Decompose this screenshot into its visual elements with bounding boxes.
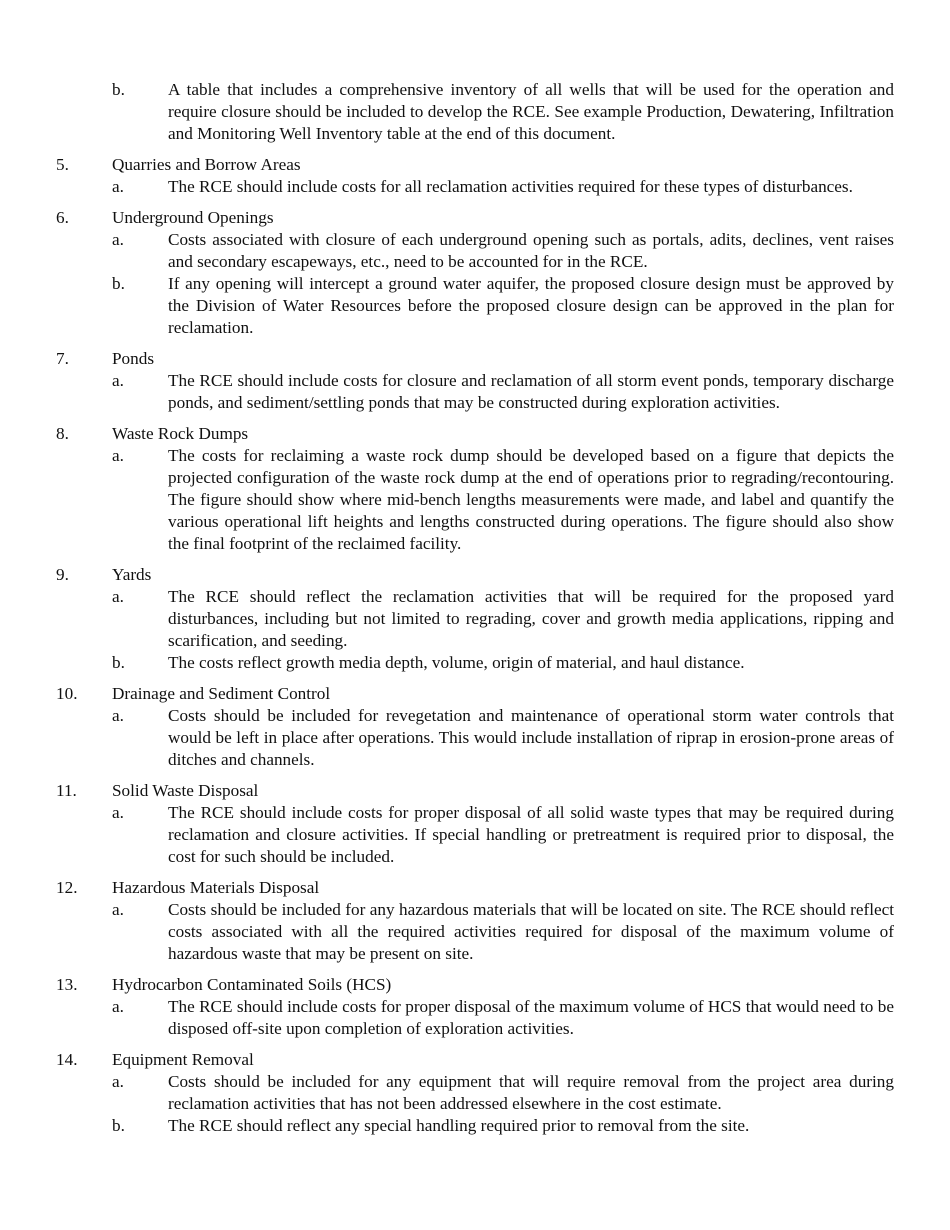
list-item	[0, 176, 950, 198]
section-title: Ponds	[112, 349, 155, 368]
item-letter: a.	[112, 706, 124, 725]
section-heading	[0, 1049, 950, 1071]
section-heading	[0, 877, 950, 899]
item-letter: a.	[112, 900, 124, 919]
item-letter: a.	[112, 446, 124, 465]
list-item	[0, 445, 950, 555]
item-letter: b.	[112, 1116, 125, 1135]
section-number: 12.	[56, 878, 78, 897]
section-title: Hazardous Materials Disposal	[112, 878, 320, 897]
section-number: 8.	[56, 424, 69, 443]
item-text: The RCE should include costs for closure and reclamation of all storm event ponds, temporary discharge ponds, and sediment/settling ponds that may be constructed during exploration activities.	[168, 371, 894, 412]
section-number: 11.	[56, 781, 77, 800]
list-item	[0, 273, 950, 339]
section-title: Drainage and Sediment Control	[112, 684, 331, 703]
list-item	[0, 229, 950, 273]
section-heading	[0, 683, 950, 705]
item-letter: a.	[112, 997, 124, 1016]
item-letter: a.	[112, 177, 124, 196]
section-title: Yards	[112, 565, 152, 584]
section-heading	[0, 423, 950, 445]
section-heading	[0, 780, 950, 802]
section-number: 10.	[56, 684, 78, 703]
section-title: Underground Openings	[112, 208, 274, 227]
section-heading	[0, 564, 950, 586]
item-text: The costs for reclaiming a waste rock dump should be developed based on a figure that depicts the projected configuration of the waste rock dump at the end of operations prior to regrading/recontouring. The figure should show where mid-bench lengths measurements were made, and label and quantify the various operational lift heights and lengths constructed during operations. The figure should also show the final footprint of the reclaimed facility.	[168, 446, 894, 553]
item-text: The RCE should reflect the reclamation activities that will be required for the proposed yard disturbances, including but not limited to regrading, cover and growth media applications, ripping and scarification, and seeding.	[168, 587, 894, 650]
item-letter: a.	[112, 371, 124, 390]
item-text: If any opening will intercept a ground water aquifer, the proposed closure design must be approved by the Division of Water Resources before the proposed closure design can be approved in the plan for reclamation.	[168, 274, 894, 337]
document-body	[0, 79, 950, 1146]
section-title: Solid Waste Disposal	[112, 781, 259, 800]
item-text: Costs should be included for revegetation and maintenance of operational storm water controls that would be left in place after operations. This would include installation of riprap in erosion-prone areas of ditches and channels.	[168, 706, 894, 769]
section-number: 9.	[56, 565, 69, 584]
section-6	[0, 207, 950, 339]
section-9	[0, 564, 950, 674]
item-letter: a.	[112, 803, 124, 822]
list-item	[0, 996, 950, 1040]
item-letter: b.	[112, 653, 125, 672]
list-item	[0, 899, 950, 965]
item-text: Costs associated with closure of each underground opening such as portals, adits, declines, vent raises and secondary escapeways, etc., need to be accounted for in the RCE.	[168, 230, 894, 271]
section-12	[0, 877, 950, 965]
list-item	[0, 1071, 950, 1115]
item-text: Costs should be included for any equipment that will require removal from the project area during reclamation activities that has not been addressed elsewhere in the cost estimate.	[168, 1072, 894, 1113]
item-text: The RCE should include costs for all reclamation activities required for these types of disturbances.	[168, 177, 853, 196]
section-8	[0, 423, 950, 555]
item-letter: a.	[112, 1072, 124, 1091]
list-item	[0, 705, 950, 771]
item-text: The RCE should include costs for proper disposal of all solid waste types that may be required during reclamation and closure activities. If special handling or pretreatment is required prior to disposal, the cost for such should be included.	[168, 803, 894, 866]
item-text: A table that includes a comprehensive inventory of all wells that will be used for the operation and require closure should be included to develop the RCE. See example Production, Dewatering, Infiltration and Monitoring Well Inventory table at the end of this document.	[168, 80, 894, 143]
section-number: 13.	[56, 975, 78, 994]
section-title: Hydrocarbon Contaminated Soils (HCS)	[112, 975, 392, 994]
section-heading	[0, 974, 950, 996]
item-text: The RCE should include costs for proper disposal of the maximum volume of HCS that would need to be disposed off-site upon completion of exploration activities.	[168, 997, 894, 1038]
section-title: Waste Rock Dumps	[112, 424, 249, 443]
item-letter: b.	[112, 274, 125, 293]
section-7	[0, 348, 950, 414]
item-text: Costs should be included for any hazardous materials that will be located on site. The RCE should reflect costs associated with all the required activities required for disposal of the maximum volume of hazardous waste that may be present on site.	[168, 900, 894, 963]
list-item	[0, 370, 950, 414]
list-item	[0, 79, 950, 145]
section-number: 7.	[56, 349, 69, 368]
list-item	[0, 1115, 950, 1137]
list-item	[0, 802, 950, 868]
section-5	[0, 154, 950, 198]
item-text: The costs reflect growth media depth, volume, origin of material, and haul distance.	[168, 653, 745, 672]
section-13	[0, 974, 950, 1040]
section-4-continuation	[0, 79, 950, 145]
list-item	[0, 652, 950, 674]
section-number: 6.	[56, 208, 69, 227]
section-heading	[0, 207, 950, 229]
list-item	[0, 586, 950, 652]
section-10	[0, 683, 950, 771]
section-11	[0, 780, 950, 868]
section-heading	[0, 154, 950, 176]
section-title: Quarries and Borrow Areas	[112, 155, 301, 174]
item-letter: b.	[112, 80, 125, 99]
item-letter: a.	[112, 230, 124, 249]
section-number: 5.	[56, 155, 69, 174]
section-heading	[0, 348, 950, 370]
item-letter: a.	[112, 587, 124, 606]
section-number: 14.	[56, 1050, 78, 1069]
item-text: The RCE should reflect any special handling required prior to removal from the site.	[168, 1116, 750, 1135]
section-title: Equipment Removal	[112, 1050, 254, 1069]
section-14	[0, 1049, 950, 1137]
